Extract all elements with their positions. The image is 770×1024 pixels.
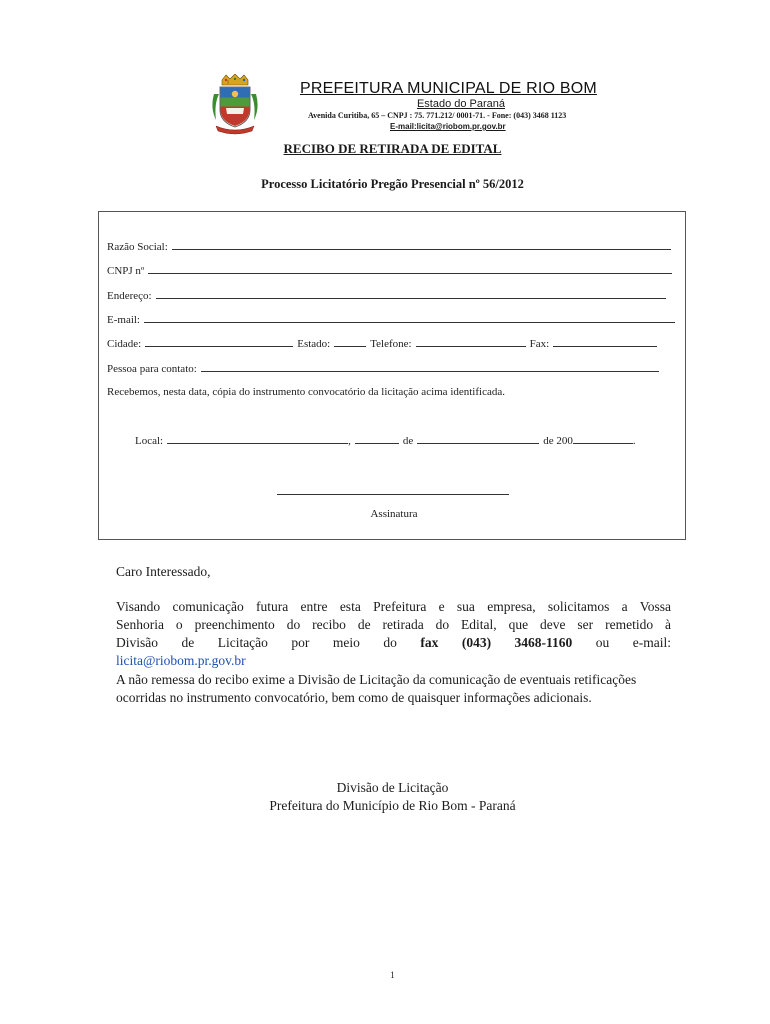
coat-of-arms-icon bbox=[210, 74, 260, 136]
fax-number: fax (043) 3468-1160 bbox=[420, 635, 573, 650]
razao-social-row bbox=[107, 240, 671, 253]
email-label: E-mail: bbox=[107, 314, 140, 326]
endereco-field[interactable] bbox=[156, 289, 666, 299]
letterhead-email: E-mail:licita@riobom.pr.gov.br bbox=[390, 122, 506, 131]
cnpj-row bbox=[107, 264, 672, 277]
cnpj-label: CNPJ nº bbox=[107, 265, 145, 277]
signature-line[interactable] bbox=[277, 494, 509, 495]
email-field[interactable] bbox=[144, 313, 675, 323]
cidade-label: Cidade: bbox=[107, 338, 142, 350]
notice-paragraph: A não remessa do recibo exime a Divisão de Licitação da comunicação de eventuais retificações ocorridas no instrumento convocatório, bem como de quaisquer informações adicionais. bbox=[116, 672, 637, 705]
cidade-field[interactable] bbox=[145, 337, 293, 347]
de-text-1: de bbox=[402, 435, 414, 447]
local-label: Local: bbox=[135, 435, 164, 447]
request-paragraph bbox=[116, 598, 671, 670]
de-text-2: de 200 bbox=[543, 435, 573, 447]
paragraph-line-3 bbox=[116, 634, 671, 652]
line3-text-a: Divisão de Licitação por meio do bbox=[116, 635, 397, 650]
letterhead-title: PREFEITURA MUNICIPAL DE RIO BOM bbox=[300, 80, 597, 97]
telefone-field[interactable] bbox=[416, 337, 526, 347]
period-text: . bbox=[632, 435, 636, 447]
footer-division: Divisão de Licitação bbox=[336, 780, 449, 795]
email-link[interactable]: licita@riobom.pr.gov.br bbox=[116, 653, 246, 668]
local-field[interactable] bbox=[167, 434, 348, 444]
day-field[interactable] bbox=[355, 434, 399, 444]
document-title: RECIBO DE RETIRADA DE EDITAL bbox=[283, 141, 502, 156]
razao-social-label: Razão Social: bbox=[107, 241, 168, 253]
estado-field[interactable] bbox=[334, 337, 366, 347]
endereco-label: Endereço: bbox=[107, 290, 152, 302]
fax-label: Fax: bbox=[529, 338, 550, 350]
local-row bbox=[135, 434, 636, 447]
paragraph-line-2: Senhoria o preenchimento do recibo de retirada do Edital, que deve ser remetido à bbox=[116, 617, 671, 632]
contato-field[interactable] bbox=[201, 362, 659, 372]
razao-social-field[interactable] bbox=[172, 240, 671, 250]
receipt-form-box bbox=[98, 211, 686, 540]
paragraph-line-1: Visando comunicação futura entre esta Prefeitura e sua empresa, solicitamos a Vossa bbox=[116, 599, 671, 614]
email-row bbox=[107, 313, 675, 326]
line3-text-b: ou e-mail: bbox=[595, 635, 671, 650]
document-subtitle: Processo Licitatório Pregão Presencial nº 56/2012 bbox=[261, 177, 524, 191]
recebemos-text: Recebemos, nesta data, cópia do instrumento convocatório da licitação acima identificada. bbox=[107, 386, 505, 398]
page-number: 1 bbox=[390, 970, 395, 980]
fax-field[interactable] bbox=[553, 337, 657, 347]
cnpj-field[interactable] bbox=[148, 264, 672, 274]
year-field[interactable] bbox=[573, 434, 633, 444]
telefone-label: Telefone: bbox=[370, 338, 412, 350]
comma-text: , bbox=[348, 435, 351, 447]
estado-label: Estado: bbox=[297, 338, 331, 350]
letterhead-address: Avenida Curitiba, 65 – CNPJ : 75. 771.212/ 0001-71. - Fone: (043) 3468 1123 bbox=[308, 111, 567, 120]
cidade-row bbox=[107, 337, 657, 350]
greeting: Caro Interessado, bbox=[116, 564, 211, 579]
signature-label: Assinatura bbox=[370, 508, 418, 520]
contato-row bbox=[107, 362, 659, 375]
month-field[interactable] bbox=[417, 434, 539, 444]
letterhead-state: Estado do Paraná bbox=[416, 98, 506, 110]
footer-municipality: Prefeitura do Município de Rio Bom - Paraná bbox=[269, 798, 516, 813]
endereco-row bbox=[107, 289, 666, 302]
contato-label: Pessoa para contato: bbox=[107, 363, 197, 375]
